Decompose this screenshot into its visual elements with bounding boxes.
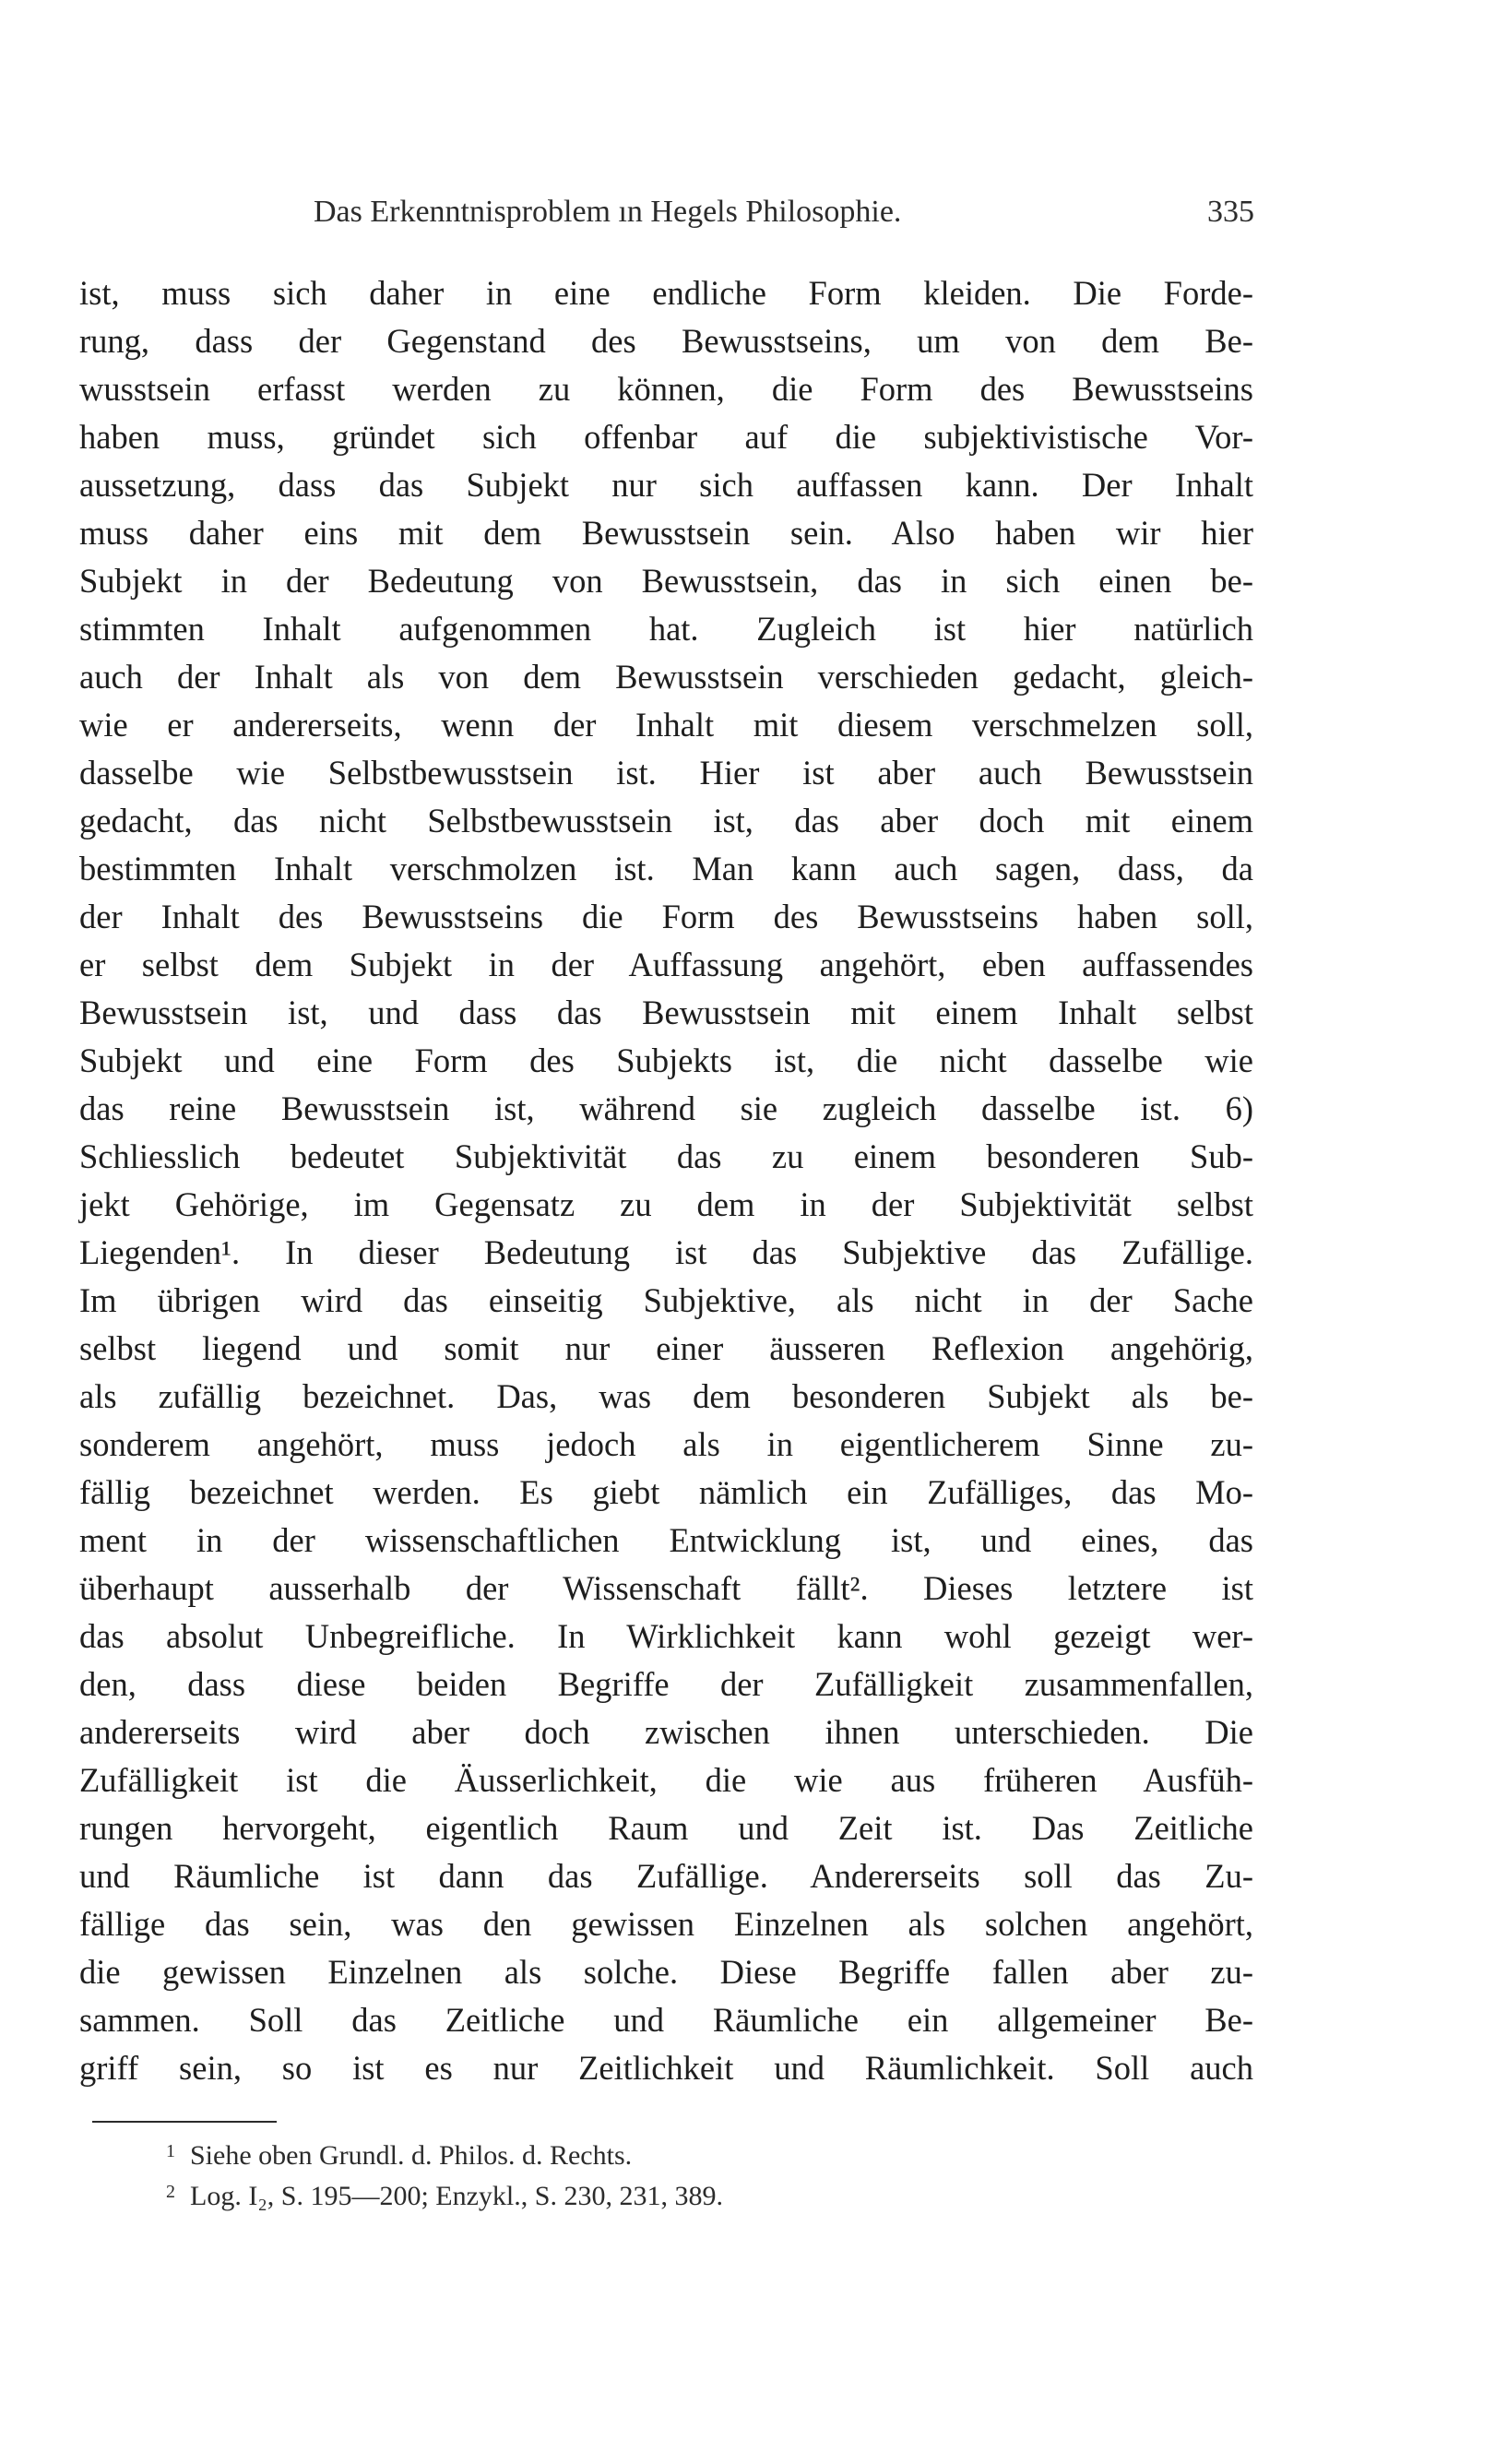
body-line: selbst liegend und somit nur einer äusseren Reflexion angehörig, <box>79 1329 1253 1367</box>
body-line: haben muss, gründet sich offenbar auf die subjektivistische Vor- <box>79 418 1253 456</box>
body-line: rung, dass der Gegenstand des Bewusstseins, um von dem Be- <box>79 322 1253 360</box>
body-line: muss daher eins mit dem Bewusstsein sein. Also haben wir hier <box>79 514 1253 552</box>
body-line: ment in der wissenschaftlichen Entwicklung ist, und eines, das <box>79 1521 1253 1559</box>
body-line: gedacht, das nicht Selbstbewusstsein ist, das aber doch mit einem <box>79 802 1253 839</box>
body-line: aussetzung, dass das Subjekt nur sich auffassen kann. Der Inhalt <box>79 466 1253 504</box>
body-line: er selbst dem Subjekt in der Auffassung angehört, eben auffassendes <box>79 946 1253 983</box>
footnote-text: Log. I₂, S. 195—200; Enzykl., S. 230, 231, 389. <box>190 2181 723 2211</box>
body-line: und Räumliche ist dann das Zufällige. Andererseits soll das Zu- <box>79 1857 1253 1895</box>
body-line: Schliesslich bedeutet Subjektivität das zu einem besonderen Sub- <box>79 1137 1253 1175</box>
body-line: Subjekt und eine Form des Subjekts ist, die nicht dasselbe wie <box>79 1042 1253 1079</box>
footnote-divider <box>92 2121 277 2123</box>
body-line: jekt Gehörige, im Gegensatz zu dem in der Subjektivität selbst <box>79 1185 1253 1223</box>
body-line: der Inhalt des Bewusstseins die Form des Bewusstseins haben soll, <box>79 898 1253 935</box>
body-line: griff sein, so ist es nur Zeitlichkeit und Räumlichkeit. Soll auch <box>79 2049 1253 2087</box>
body-line: Liegenden¹. In dieser Bedeutung ist das Subjektive das Zufällige. <box>79 1233 1253 1271</box>
body-line: sonderem angehört, muss jedoch als in eigentlicherem Sinne zu- <box>79 1425 1253 1463</box>
body-line: Bewusstsein ist, und dass das Bewusstsein mit einem Inhalt selbst <box>79 994 1253 1031</box>
body-line: Im übrigen wird das einseitig Subjektive, als nicht in der Sache <box>79 1281 1253 1319</box>
body-line: das absolut Unbegreifliche. In Wirklichkeit kann wohl gezeigt wer- <box>79 1617 1253 1655</box>
body-line: fällig bezeichnet werden. Es giebt nämlich ein Zufälliges, das Mo- <box>79 1473 1253 1511</box>
page-number: 335 <box>1207 195 1254 229</box>
body-line: Subjekt in der Bedeutung von Bewusstsein, das in sich einen be- <box>79 562 1253 600</box>
running-head-title: Das Erkenntnisproblem ın Hegels Philosophie. <box>314 195 902 229</box>
body-line: den, dass diese beiden Begriffe der Zufälligkeit zusammenfallen, <box>79 1665 1253 1703</box>
body-line: wusstsein erfasst werden zu können, die Form des Bewusstseins <box>79 370 1253 408</box>
body-line: dasselbe wie Selbstbewusstsein ist. Hier ist aber auch Bewusstsein <box>79 754 1253 792</box>
body-line: überhaupt ausserhalb der Wissenschaft fällt². Dieses letztere ist <box>79 1569 1253 1607</box>
footnote-text: Siehe oben Grundl. d. Philos. d. Rechts. <box>190 2140 633 2171</box>
body-line: die gewissen Einzelnen als solche. Diese Begriffe fallen aber zu- <box>79 1953 1253 1991</box>
footnote-marker: 2 <box>166 2182 175 2202</box>
body-line: wie er andererseits, wenn der Inhalt mit diesem verschmelzen soll, <box>79 706 1253 744</box>
body-line: Zufälligkeit ist die Äusserlichkeit, die wie aus früheren Ausfüh- <box>79 1761 1253 1799</box>
footnote <box>166 2172 1181 2212</box>
body-line: auch der Inhalt als von dem Bewusstsein verschieden gedacht, gleich- <box>79 658 1253 696</box>
body-text <box>79 269 1253 2092</box>
body-line: andererseits wird aber doch zwischen ihnen unterschieden. Die <box>79 1713 1253 1751</box>
running-head <box>314 189 1254 235</box>
footnote <box>166 2131 1181 2172</box>
body-line: sammen. Soll das Zeitliche und Räumliche ein allgemeiner Be- <box>79 2001 1253 2039</box>
body-line: rungen hervorgeht, eigentlich Raum und Zeit ist. Das Zeitliche <box>79 1809 1253 1847</box>
footnotes <box>166 2131 1181 2212</box>
body-line: ist, muss sich daher in eine endliche Form kleiden. Die Forde- <box>79 274 1253 312</box>
body-line: als zufällig bezeichnet. Das, was dem besonderen Subjekt als be- <box>79 1377 1253 1415</box>
footnote-marker: 1 <box>166 2141 175 2161</box>
body-line: stimmten Inhalt aufgenommen hat. Zugleich ist hier natürlich <box>79 610 1253 648</box>
body-line: bestimmten Inhalt verschmolzen ist. Man kann auch sagen, dass, da <box>79 850 1253 887</box>
body-line: das reine Bewusstsein ist, während sie zugleich dasselbe ist. 6) <box>79 1089 1253 1127</box>
body-line: fällige das sein, was den gewissen Einzelnen als solchen angehört, <box>79 1905 1253 1943</box>
